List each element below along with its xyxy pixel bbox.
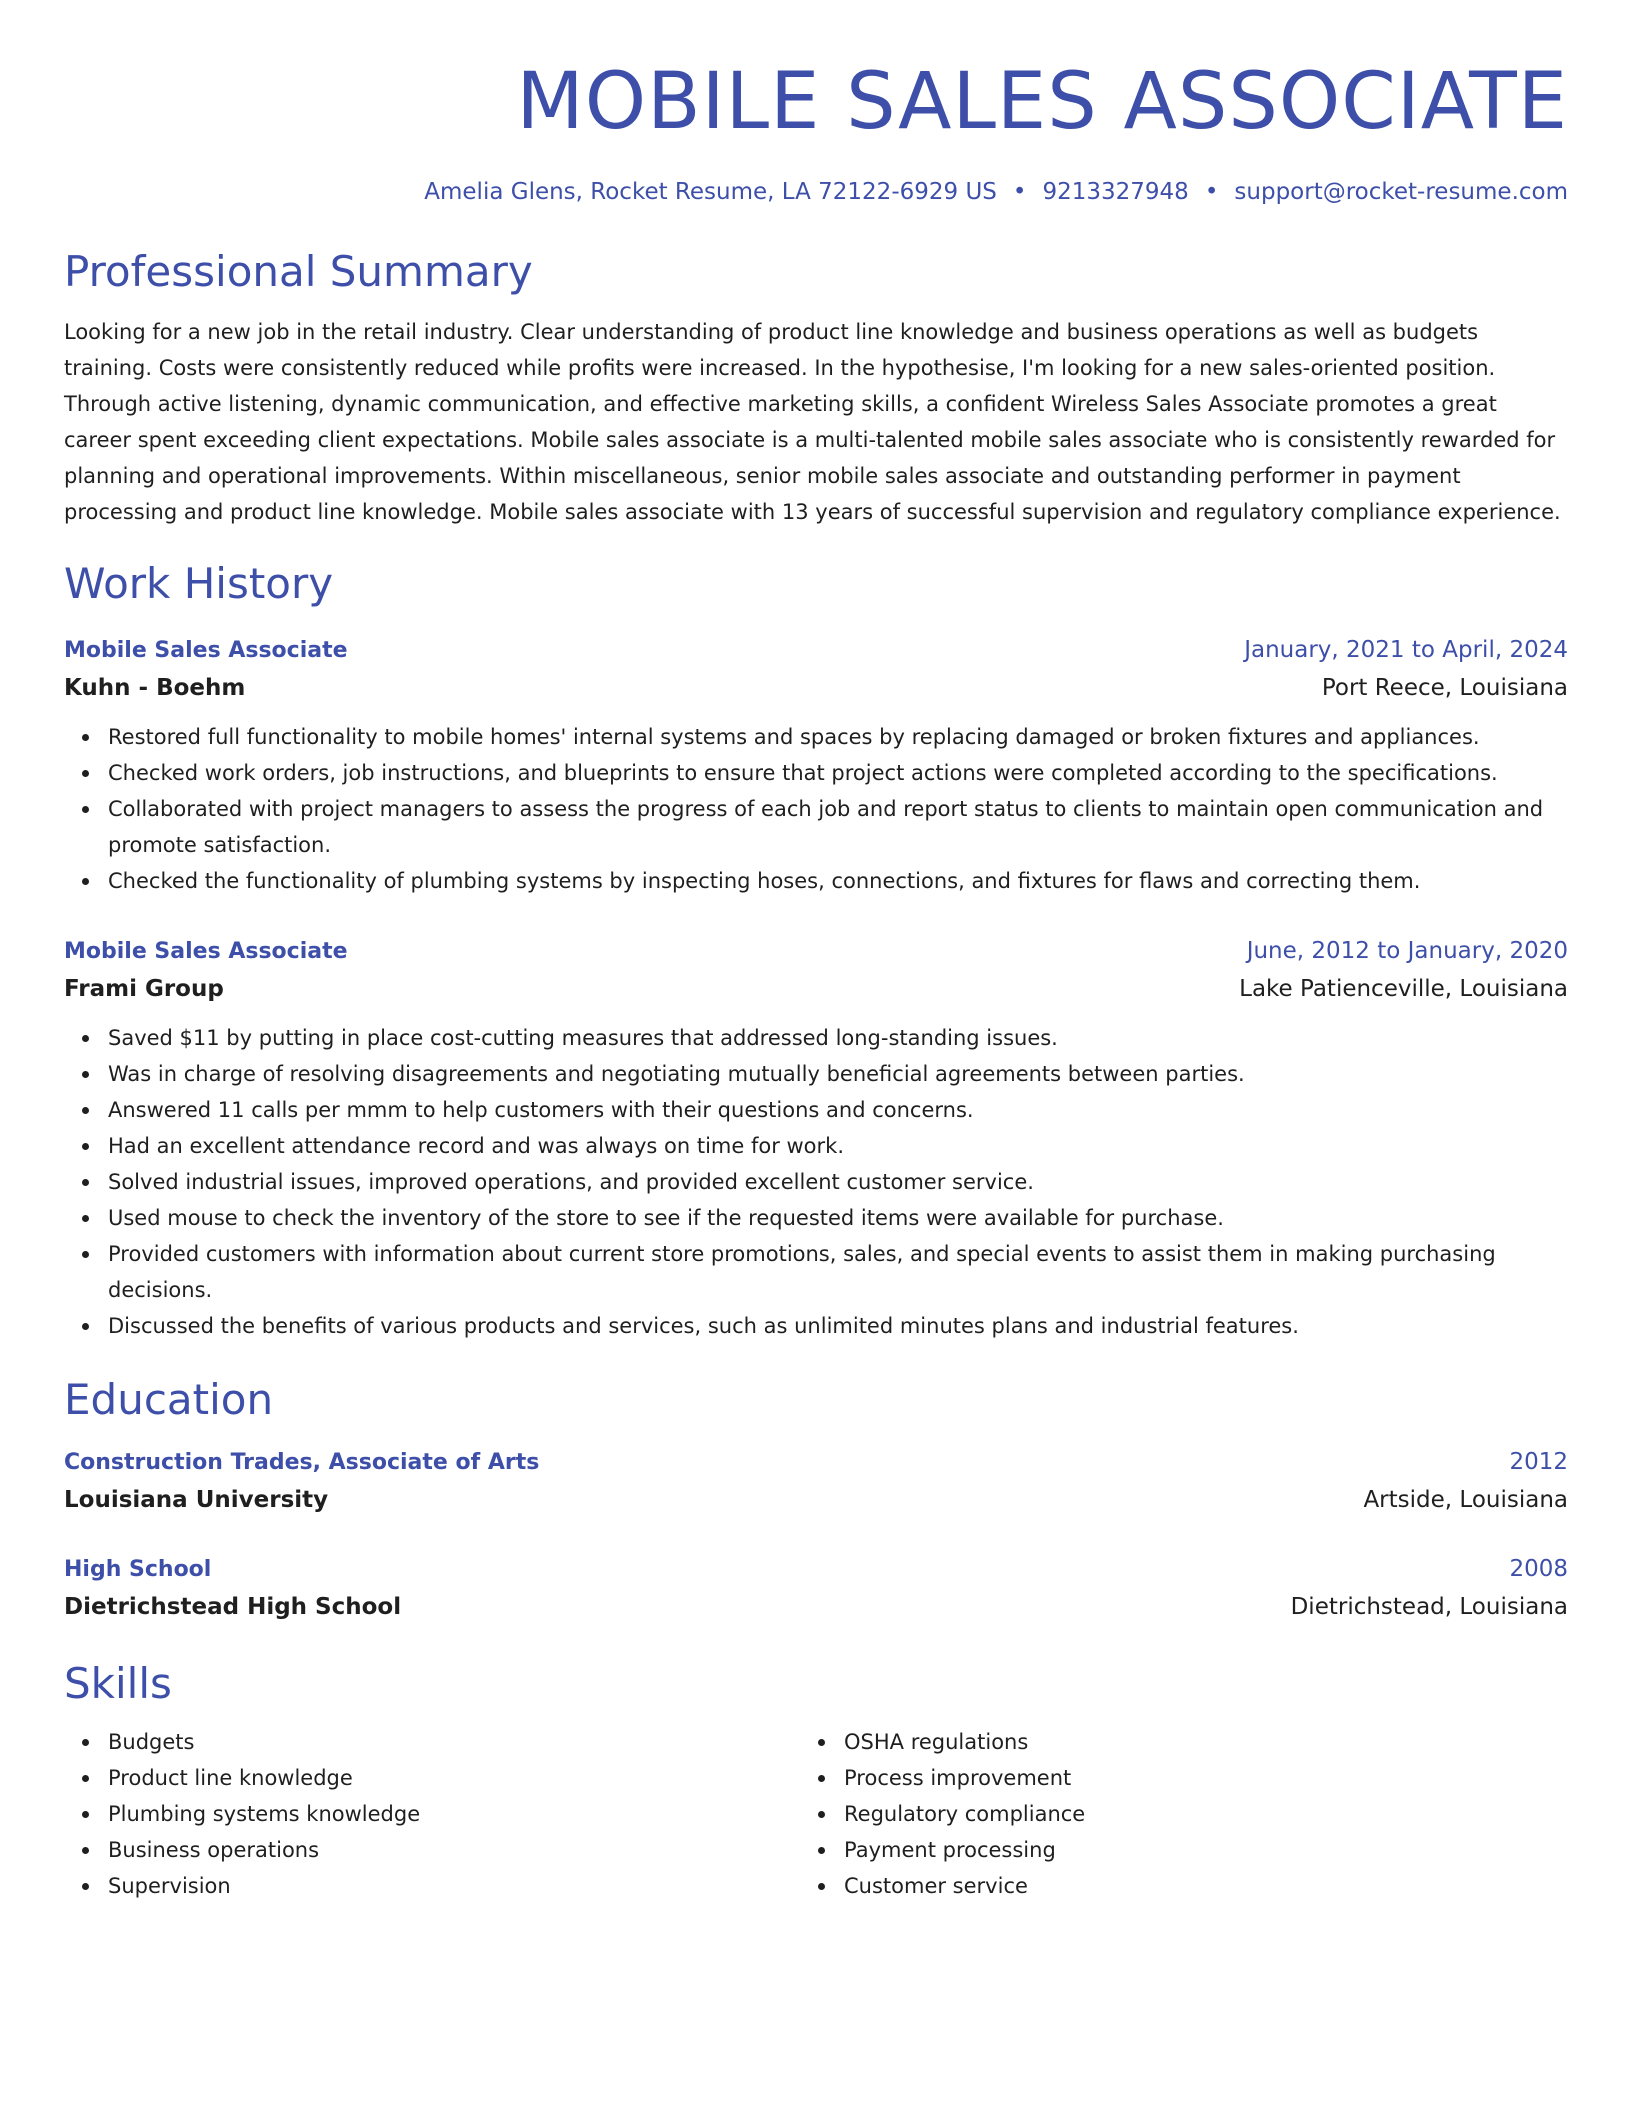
skills-bullets-right [800, 1724, 1500, 1904]
skills-heading: Skills [64, 1659, 172, 1708]
summary-heading: Professional Summary [64, 247, 533, 296]
work-entry-header [64, 632, 1568, 669]
work-role: Mobile Sales Associate [64, 939, 348, 964]
summary-text: Looking for a new job in the retail industry. Clear understanding of product line knowledge and business operations as well as budgets training. Costs were consistently reduced while profits were increased. In the hypothesise, I'm looking for a new sales-oriented position. Through active listening, dynamic communication, and effective marketing skills, a confident Wireless Sales Associate promotes a great career spent exceeding client expectations. Mobile sales associate is a multi-talented mobile sales associate who is consistently rewarded for planning and operational improvements. Within miscellaneous, senior mobile sales associate and outstanding performer in payment processing and product line knowledge. Mobile sales associate with 13 years of successful supervision and regulatory compliance experience. [64, 320, 1561, 524]
list-item: Checked the functionality of plumbing systems by inspecting hoses, connections, and fixtures for flaws and correcting them. [108, 863, 1568, 899]
skill-item: Process improvement [844, 1760, 1500, 1796]
list-item: Provided customers with information about current store promotions, sales, and special events to assist them in making purchasing decisions. [108, 1236, 1568, 1308]
work-bullets [64, 1020, 1568, 1344]
work-entry-company-row [64, 970, 1568, 1008]
work-dates: January, 2021 to April, 2024 [1244, 637, 1568, 663]
list-item: Restored full functionality to mobile homes' internal systems and spaces by replacing damaged or broken fixtures and appliances. [108, 719, 1568, 755]
education-entry-school-row [64, 1588, 1568, 1626]
job-title: MOBILE SALES ASSOCIATE [516, 57, 1568, 147]
education-entry [64, 1444, 1568, 1519]
contact-separator: • [1204, 179, 1219, 205]
education-location: Dietrichstead, Louisiana [1290, 1594, 1568, 1620]
list-item: Collaborated with project managers to assess the progress of each job and report status to clients to maintain open communication and promote satisfaction. [108, 791, 1568, 863]
skills-list [64, 1724, 1568, 1904]
work-location: Port Reece, Louisiana [1321, 675, 1568, 701]
education-entry-header [64, 1551, 1568, 1588]
resume-header [64, 56, 1568, 208]
list-item: Discussed the benefits of various products and services, such as unlimited minutes plans and industrial features. [108, 1308, 1568, 1344]
work-entry [64, 933, 1568, 1344]
skills-bullets-left [64, 1724, 800, 1904]
work-company: Kuhn - Boehm [64, 675, 246, 701]
contact-email: support@rocket-resume.com [1234, 179, 1568, 205]
work-role: Mobile Sales Associate [64, 638, 348, 663]
education-degree: High School [64, 1557, 212, 1582]
work-entry [64, 632, 1568, 899]
work-location: Lake Patienceville, Louisiana [1239, 976, 1568, 1002]
contact-phone: 9213327948 [1042, 179, 1189, 205]
skill-item: Plumbing systems knowledge [108, 1796, 800, 1832]
skill-item: Regulatory compliance [844, 1796, 1500, 1832]
work-bullets [64, 719, 1568, 899]
contact-separator: • [1012, 179, 1027, 205]
work-entry-company-row [64, 669, 1568, 707]
skill-item: Supervision [108, 1868, 800, 1904]
education-school: Louisiana University [64, 1487, 329, 1513]
skill-item: Customer service [844, 1868, 1500, 1904]
list-item: Checked work orders, job instructions, and blueprints to ensure that project actions were completed according to the specifications. [108, 755, 1568, 791]
education-entry-header [64, 1444, 1568, 1481]
skill-item: Payment processing [844, 1832, 1500, 1868]
education-entry-school-row [64, 1481, 1568, 1519]
education-heading: Education [64, 1375, 274, 1424]
education-entry [64, 1551, 1568, 1626]
skill-item: Budgets [108, 1724, 800, 1760]
contact-address: Amelia Glens, Rocket Resume, LA 72122-6929 US [424, 179, 997, 205]
work-company: Frami Group [64, 976, 224, 1002]
list-item: Solved industrial issues, improved operations, and provided excellent customer service. [108, 1164, 1568, 1200]
list-item: Answered 11 calls per mmm to help customers with their questions and concerns. [108, 1092, 1568, 1128]
list-item: Used mouse to check the inventory of the store to see if the requested items were available for purchase. [108, 1200, 1568, 1236]
education-year: 2012 [1509, 1449, 1568, 1475]
skill-item: OSHA regulations [844, 1724, 1500, 1760]
skills-column-right [800, 1724, 1500, 1904]
list-item: Saved $11 by putting in place cost-cutting measures that addressed long-standing issues. [108, 1020, 1568, 1056]
contact-line [64, 176, 1568, 208]
education-school: Dietrichstead High School [64, 1594, 402, 1620]
work-entry-header [64, 933, 1568, 970]
education-location: Artside, Louisiana [1363, 1487, 1568, 1513]
skill-item: Business operations [108, 1832, 800, 1868]
skill-item: Product line knowledge [108, 1760, 800, 1796]
education-degree: Construction Trades, Associate of Arts [64, 1450, 540, 1475]
list-item: Had an excellent attendance record and was always on time for work. [108, 1128, 1568, 1164]
work-history-heading: Work History [64, 559, 334, 608]
skills-column-left [64, 1724, 800, 1904]
list-item: Was in charge of resolving disagreements and negotiating mutually beneficial agreements between parties. [108, 1056, 1568, 1092]
work-dates: June, 2012 to January, 2020 [1246, 938, 1568, 964]
education-year: 2008 [1509, 1556, 1568, 1582]
